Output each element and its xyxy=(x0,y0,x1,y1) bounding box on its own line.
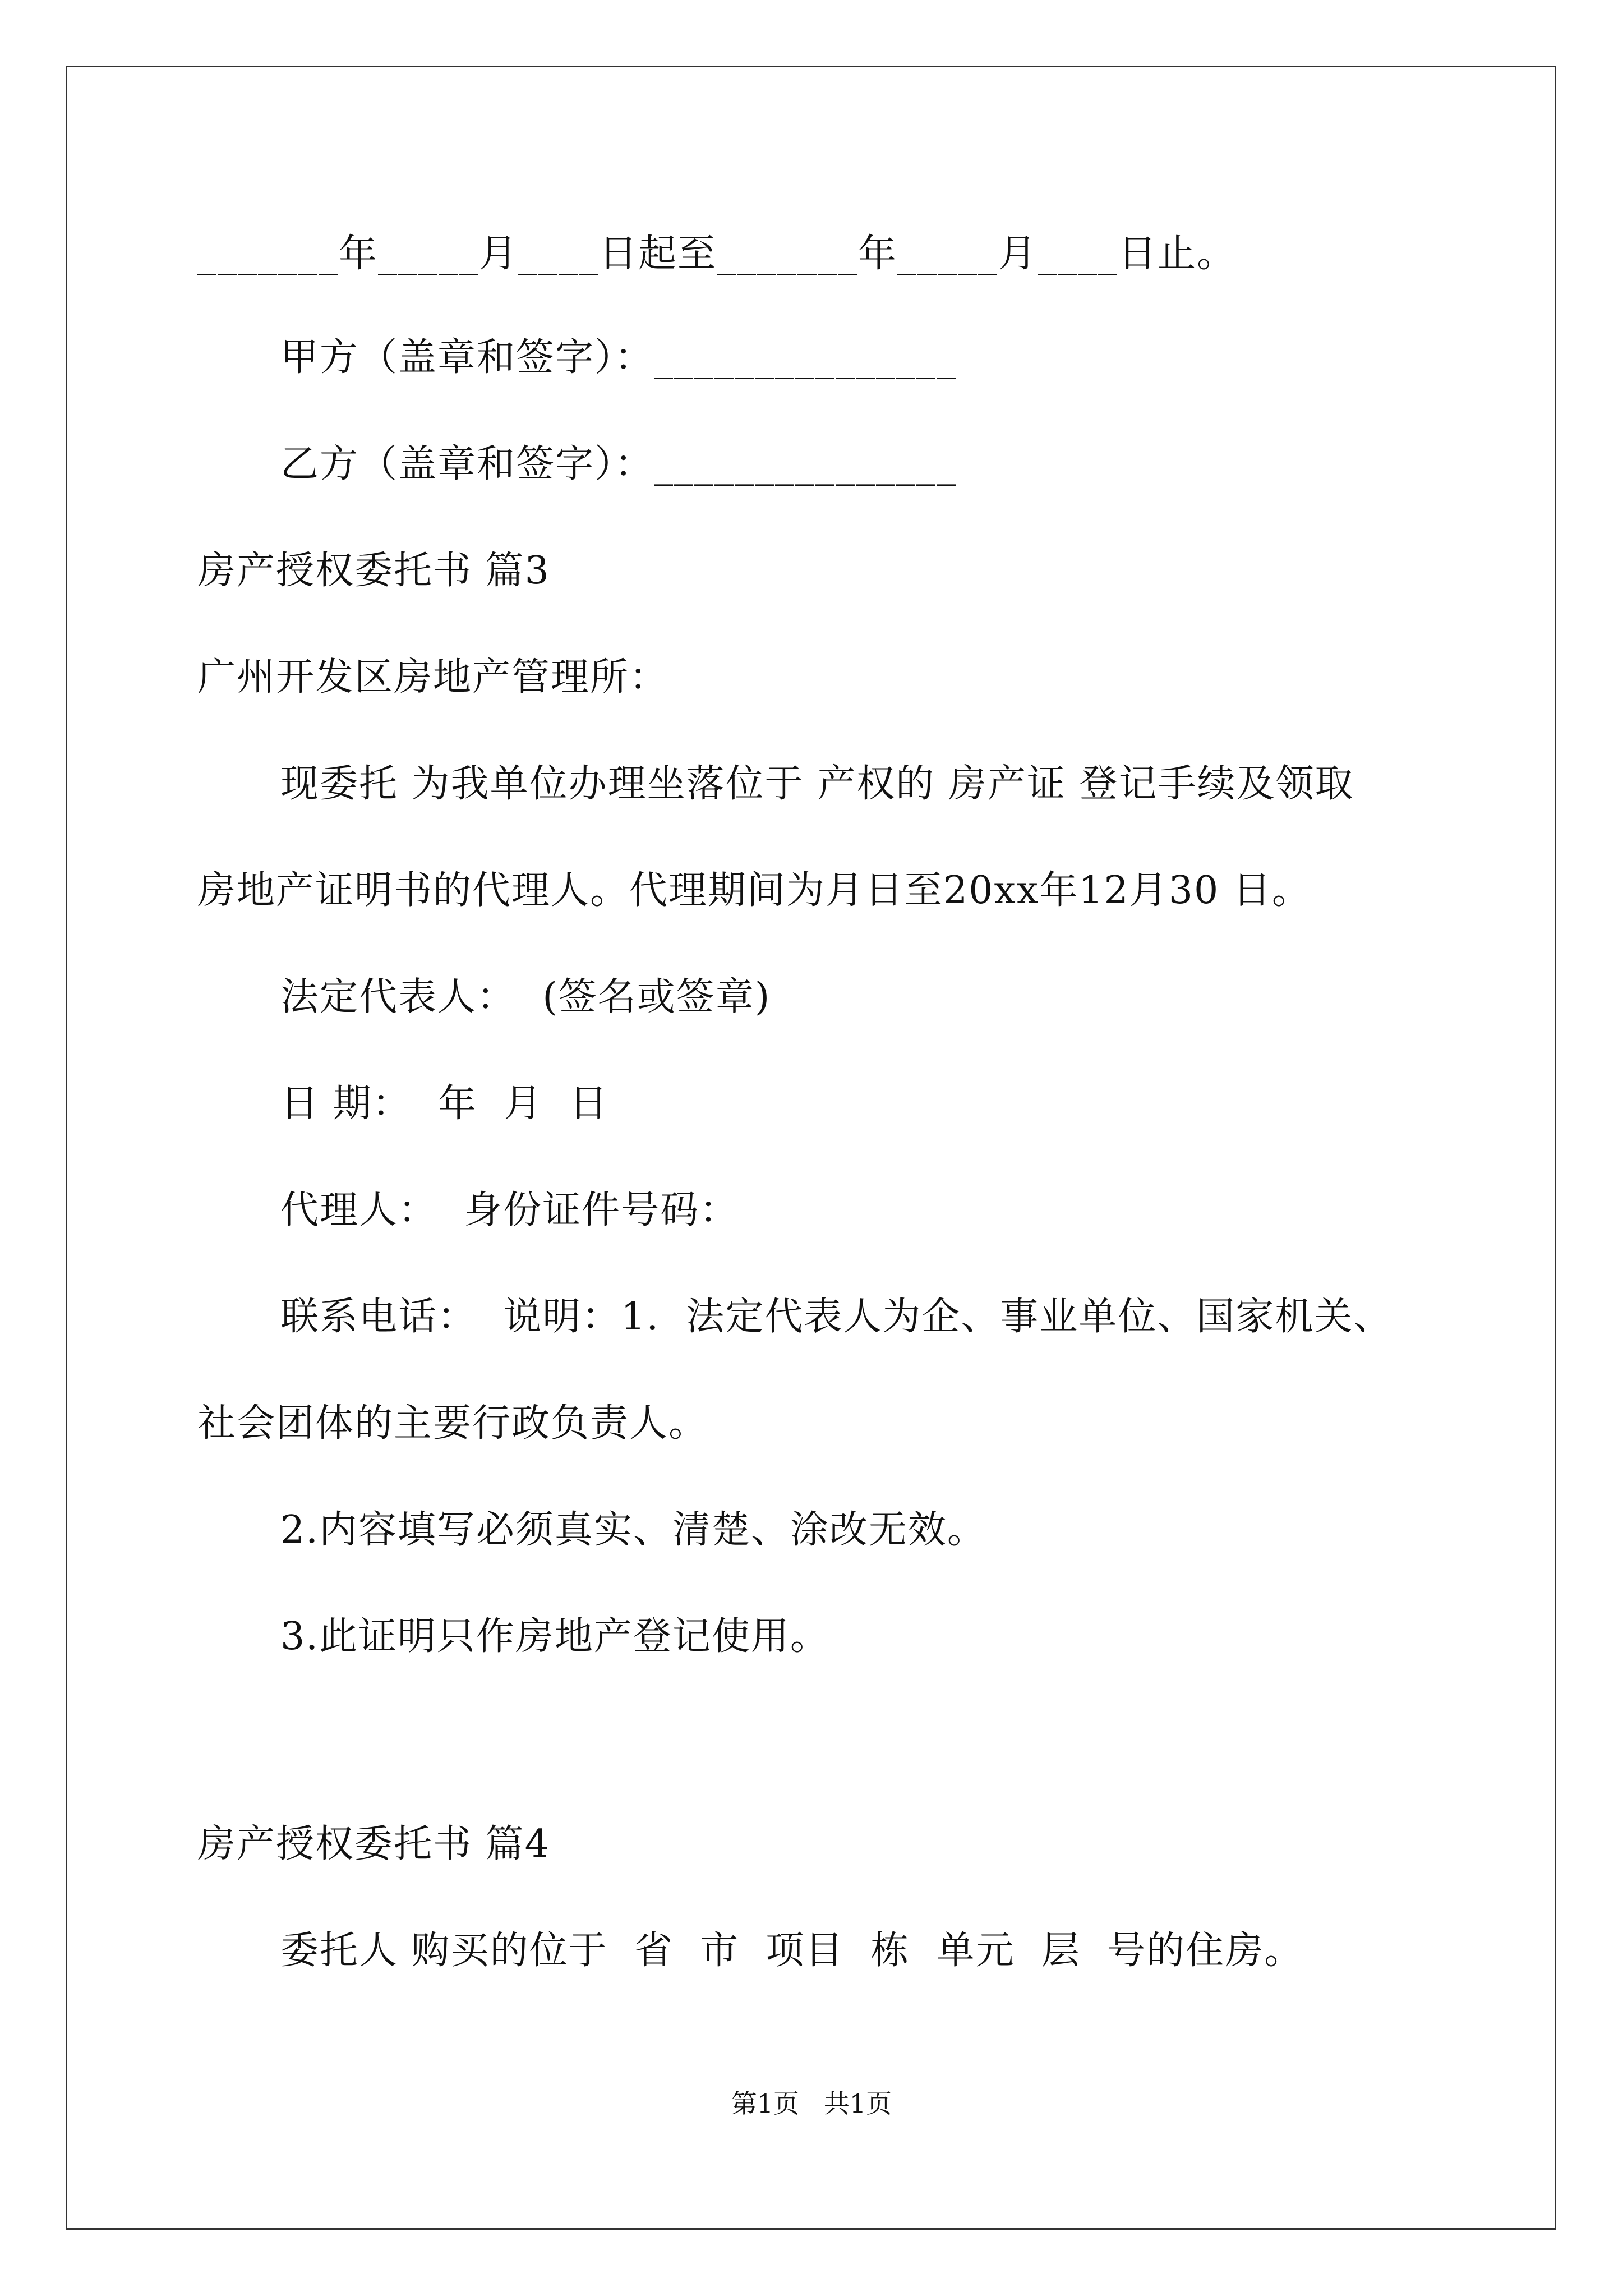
addressee-line: 广州开发区房地产管理所： xyxy=(197,655,669,700)
section-heading-3: 房产授权委托书 篇3 xyxy=(197,549,550,593)
page-border xyxy=(66,66,1556,2230)
agent-id-line: 代理人： 身份证件号码： xyxy=(280,1188,739,1232)
contact-note-line: 联系电话： 说明：1. 法定代表人为企、事业单位、国家机关、 xyxy=(280,1295,1393,1339)
note-item-3: 3.此证明只作房地产登记使用。 xyxy=(280,1614,829,1659)
body-paragraph-line: 房地产证明书的代理人。代理期间为月日至20xx年12月30 日。 xyxy=(197,868,1311,913)
note-item-2: 2.内容填写必须真实、清楚、涂改无效。 xyxy=(280,1508,986,1552)
page-footer: 第1页 共1页 xyxy=(731,2088,892,2119)
contact-note-continuation: 社会团体的主要行政负责人。 xyxy=(197,1401,708,1446)
section-heading-4: 房产授权委托书 篇4 xyxy=(197,1822,550,1866)
body-paragraph-line: 现委托 为我单位办理坐落位于 产权的 房产证 登记手续及领取 xyxy=(280,762,1354,806)
body-paragraph-line: 委托人 购买的位于 省 市 项目 栋 单元 层 号的住房。 xyxy=(280,1929,1304,1973)
date-range-line: _______年_____月____日起至_______年_____月____日止。 xyxy=(197,232,1237,276)
party-a-signature-line: 甲方（盖章和签字）：_______________ xyxy=(280,335,957,380)
party-b-signature-line: 乙方（盖章和签字）：_______________ xyxy=(280,442,957,486)
legal-representative-line: 法定代表人： (签名或签章) xyxy=(280,975,771,1019)
date-line: 日 期： 年 月 日 xyxy=(280,1082,609,1126)
